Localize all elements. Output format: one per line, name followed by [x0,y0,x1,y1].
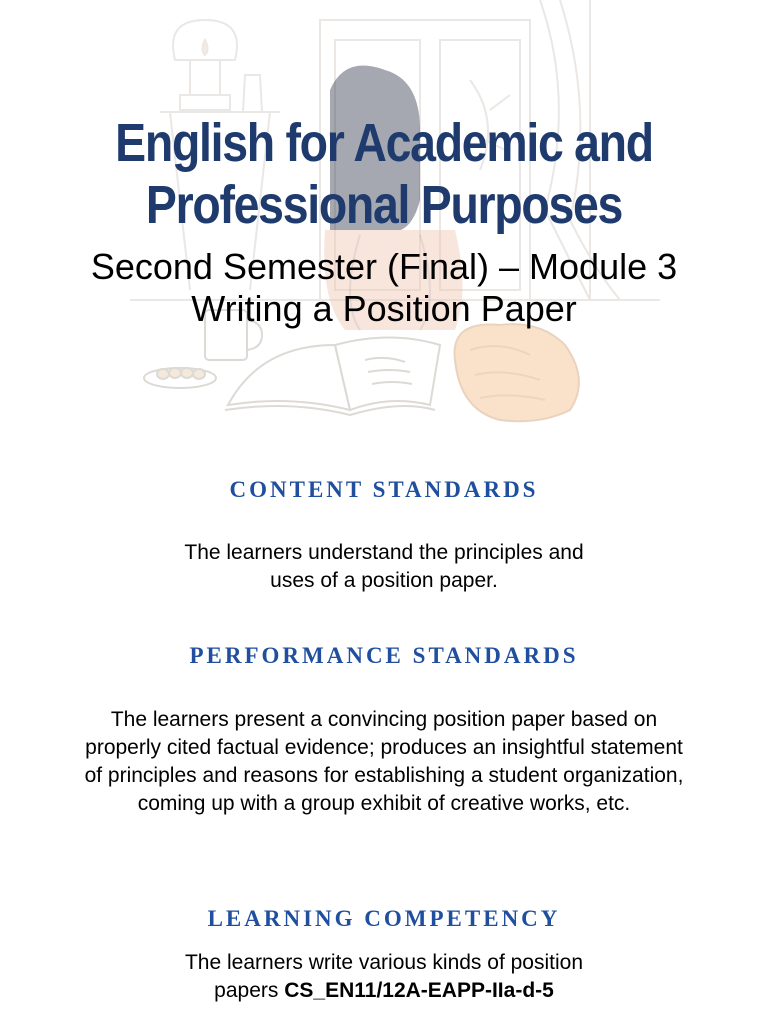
competency-code: CS_EN11/12A-EAPP-IIa-d-5 [284,979,554,1002]
content-standards-line-1: The learners understand the principles and [184,541,584,564]
subtitle-line-1: Second Semester (Final) – Module 3 [90,246,678,287]
learning-competency-prefix: papers [214,979,285,1002]
title-line-1: English for Academic and [115,113,653,173]
content-standards-text [0,539,768,595]
learning-competency-text [0,949,768,1005]
performance-standards-line-1: The learners present a convincing position paper based on [110,708,658,731]
title-line-2: Professional Purposes [145,175,623,235]
learning-competency-line-1: The learners write various kinds of position [184,951,583,974]
performance-standards-line-4: coming up with a group exhibit of creative works, etc. [137,792,631,815]
performance-standards-line-3: of principles and reasons for establishing a student organization, [84,764,684,787]
learning-competency-heading: LEARNING COMPETENCY [207,906,561,931]
performance-standards-line-2: properly cited factual evidence; produces an insightful statement [85,736,683,759]
subtitle-line-2: Writing a Position Paper [191,288,577,329]
performance-standards-heading: PERFORMANCE STANDARDS [189,643,579,668]
content-standards-line-2: uses of a position paper. [270,569,498,592]
learning-competency-line-2 [0,977,768,1005]
content-standards-heading: CONTENT STANDARDS [229,477,539,502]
performance-standards-text [0,706,768,818]
